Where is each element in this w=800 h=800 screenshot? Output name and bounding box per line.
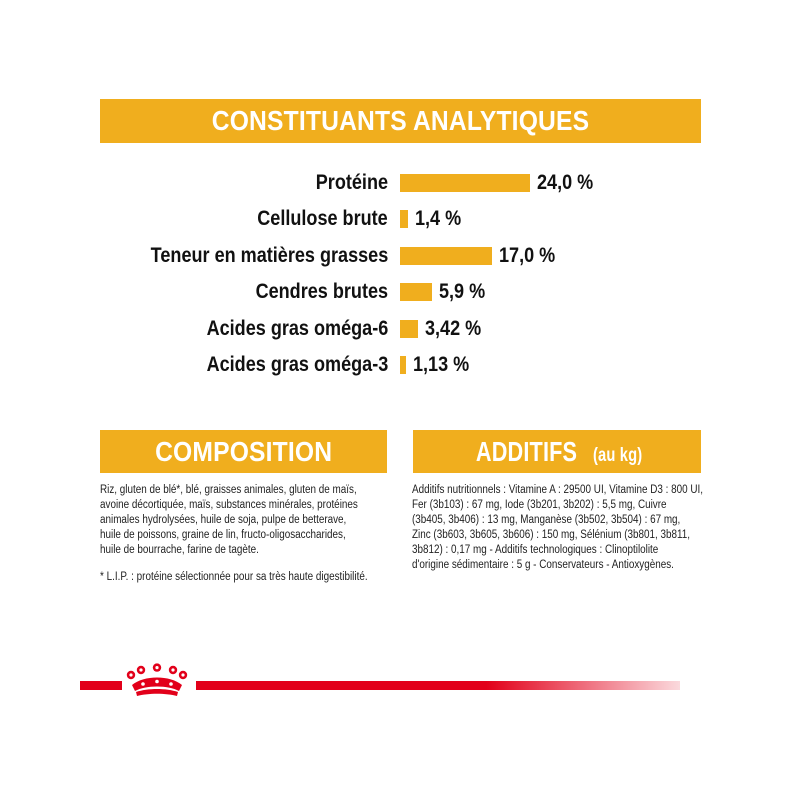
- composition-text: Riz, gluten de blé*, blé, graisses animales, gluten de maïs, avoine décortiquée, maïs, substances minérales, protéines animales hydrolysées, huile de soja, pulpe de betterave, huile de poissons, graine de lin, fructo-oligosaccharides, huile de bourrache, farine de tagète.: [100, 484, 358, 556]
- analytic-bar: [400, 356, 406, 374]
- analytic-value: 24,0 %: [536, 171, 593, 194]
- analytic-row: [0, 204, 800, 234]
- composition-note: * L.I.P. : protéine sélectionnée pour sa très haute digestibilité.: [100, 571, 368, 583]
- analytics-banner: [100, 99, 701, 143]
- analytic-label: Cendres brutes: [255, 280, 388, 304]
- analytic-value: 5,9 %: [438, 280, 486, 304]
- analytic-row: [0, 350, 800, 380]
- footer-line-left: [80, 681, 122, 690]
- analytic-row: [0, 241, 800, 271]
- analytic-label: Protéine: [315, 171, 388, 194]
- composition-title: COMPOSITION: [154, 435, 333, 467]
- analytic-label: Teneur en matières grasses: [150, 243, 388, 267]
- additifs-title: ADDITIFS: [475, 435, 577, 467]
- additifs-subtitle: (au kg): [592, 444, 642, 466]
- analytic-value: 3,42 %: [425, 316, 482, 340]
- analytic-row: [0, 314, 800, 344]
- additifs-text: Additifs nutritionnels : Vitamine A : 29500 UI, Vitamine D3 : 800 UI, Fer (3b103) : 67 mg, Iode (3b201, 3b202) : 5,5 mg, Cuivre (3b405, 3b406) : 13 mg, Manganèse (3b502, 3b504) : 67 mg, Zinc (3b603, 3b605, 3b606) : 150 mg, Sélénium (3b801, 3b811, 3b812) : 0,17 mg - Additifs technologiques : Clinoptilolite d'origine sédimentaire : 5 g - Conservateurs - Antioxygènes.: [412, 484, 704, 571]
- additifs-banner: [413, 430, 701, 473]
- analytic-label: Acides gras oméga-6: [206, 316, 388, 340]
- analytic-bar: [400, 210, 408, 228]
- footer-line-right: [196, 681, 680, 690]
- analytic-bar: [400, 174, 530, 192]
- analytics-title: CONSTITUANTS ANALYTIQUES: [211, 105, 590, 136]
- additifs-title-group: [469, 436, 645, 468]
- analytic-label: Acides gras oméga-3: [206, 353, 388, 376]
- analytic-bar: [400, 247, 492, 265]
- composition-banner: [100, 430, 387, 473]
- analytic-label: Cellulose brute: [257, 207, 388, 231]
- analytic-value: 1,4 %: [414, 207, 461, 231]
- analytic-row: [0, 277, 800, 307]
- royal-canin-crown-icon: [124, 663, 190, 699]
- analytic-row: [0, 168, 800, 198]
- analytic-bar: [400, 283, 432, 301]
- analytic-value: 17,0 %: [498, 243, 556, 267]
- analytic-value: 1,13 %: [413, 353, 470, 376]
- analytic-bar: [400, 320, 418, 338]
